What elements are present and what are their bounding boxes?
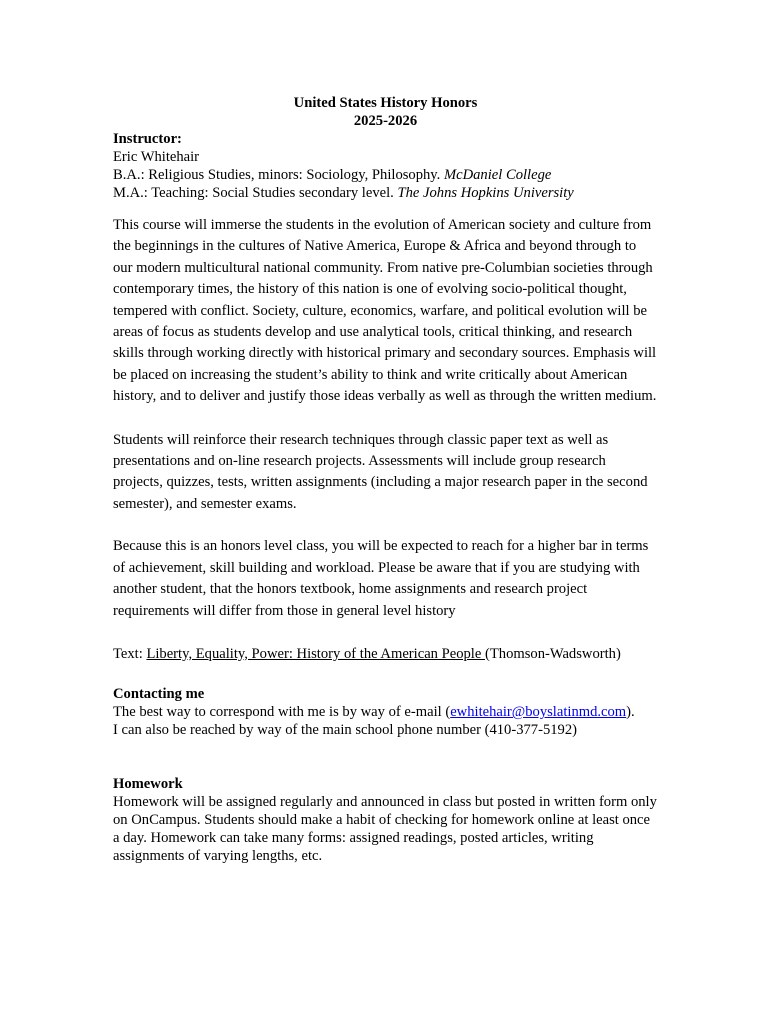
research-paragraph: Students will reinforce their research techniques through classic paper text as well as presentations and on-line research projects. Assessments will include group research projects, quizzes, tests, written assignments (including a major research paper in the second semester), and semester exams. <box>113 431 648 512</box>
ma-degree: M.A.: Teaching: Social Studies secondary level. <box>113 185 398 201</box>
contact-phone-line: I can also be reached by way of the main school phone number (410-377-5192) <box>113 722 578 739</box>
instructor-heading: Instructor: <box>113 131 182 147</box>
honors-paragraph: Because this is an honors level class, you will be expected to reach for a higher bar in terms of achievement, skill building and workload. Please be aware that if you are studying with another student, that the honors textbook, home assignments and research project requirements will differ from those in general level history <box>113 538 649 619</box>
instructor-name: Eric Whitehair <box>113 149 200 165</box>
course-title: United States History Honors <box>293 95 478 111</box>
course-description-paragraph: This course will immerse the students in the evolution of American society and culture from the beginnings in the cultures of Native America, Europe & Africa and beyond through to our modern multicultural national community. From native pre-Columbian societies through contemporary times, the history of this nation is one of evolving socio-political thought, tempered with conflict. Society, culture, economics, warfare, and political evolution will be areas of focus as students develop and use analytical tools, critical thinking, and research skills through working directly with historical primary and secondary sources. Emphasis will be placed on increasing the student’s ability to think and write critically about American history, and to deliver and justify those ideas verbally as well as through the written medium. <box>113 217 657 405</box>
ba-degree: B.A.: Religious Studies, minors: Sociology, Philosophy. <box>113 167 444 183</box>
textbook-publisher: (Thomson-Wadsworth) <box>485 645 621 662</box>
contact-email-prefix: The best way to correspond with me is by way of e-mail ( <box>113 704 451 721</box>
textbook-line <box>113 644 658 665</box>
instructor-ma <box>113 184 658 202</box>
textbook-title: Liberty, Equality, Power: History of the American People <box>146 645 485 662</box>
ma-school: The Johns Hopkins University <box>397 185 574 201</box>
homework-heading: Homework <box>113 776 183 793</box>
contact-heading: Contacting me <box>113 686 205 703</box>
instructor-ba <box>113 166 658 184</box>
contact-email-suffix: ). <box>626 704 635 721</box>
email-link[interactable]: ewhitehair@boyslatinmd.com <box>450 704 627 721</box>
contact-email-line <box>113 703 658 721</box>
text-label: Text: <box>113 645 147 662</box>
homework-paragraph: Homework will be assigned regularly and announced in class but posted in written form only on OnCampus. Students should make a habit of checking for homework online at least once a day. Homework can take many forms: assigned readings, posted articles, writing assignments of varying lengths, etc. <box>113 794 657 865</box>
syllabus-page <box>113 94 658 865</box>
school-year: 2025-2026 <box>353 113 418 129</box>
ba-school: McDaniel College <box>443 167 552 183</box>
